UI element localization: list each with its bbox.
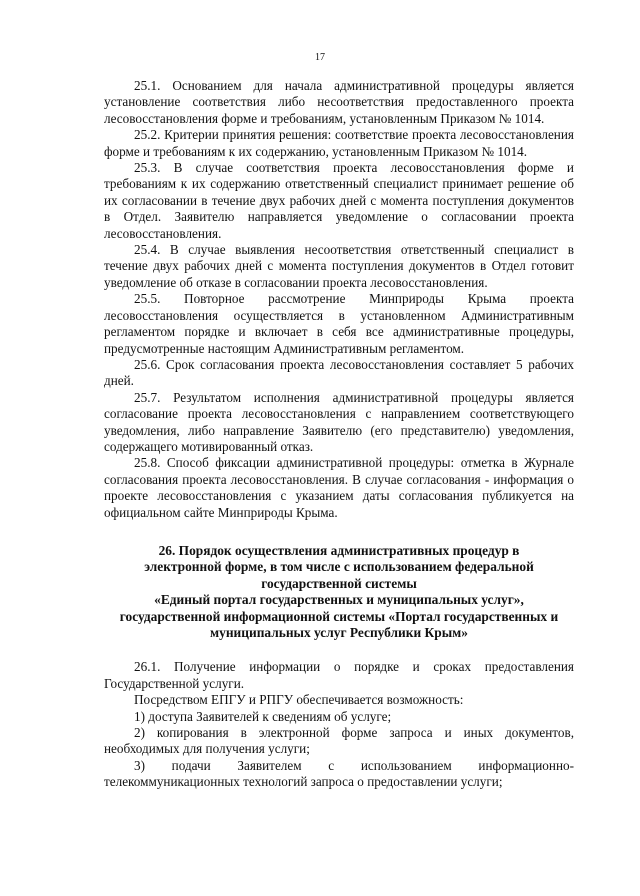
paragraph-26-intro: Посредством ЕПГУ и РПГУ обеспечивается возможность: xyxy=(134,692,464,708)
document-body xyxy=(104,78,574,791)
paragraph-26-1: 26.1. Получение информации о порядке и сроках предоставления Государственной услуги. xyxy=(104,659,574,691)
heading-line: государственной информационной системы «Портал государственных и xyxy=(119,608,559,624)
page-number: 17 xyxy=(315,52,325,63)
heading-line: «Единый портал государственных и муниципальных услуг», xyxy=(154,592,524,608)
paragraph-25-3: 25.3. В случае соответствия проекта лесовосстановления форме и требованиям к их содержанию ответственный специалист принимает решение об их согласовании в течение двух рабочих дней с момента поступления документов в Отдел. Заявителю направляется уведомление о согласовании проекта лесовосстановления. xyxy=(104,160,574,241)
heading-line: муниципальных услуг Республики Крым» xyxy=(210,625,468,640)
paragraph-25-5: 25.5. Повторное рассмотрение Минприроды Крыма проекта лесовосстановления осуществляется в установленном Административным регламентом порядке и включает в себя все административные процедуры, предусмотренные настоящим Административным регламентом. xyxy=(104,291,574,356)
heading-line: 26. Порядок осуществления административных процедур в xyxy=(158,542,520,558)
paragraph-25-4: 25.4. В случае выявления несоответствия ответственный специалист в течение двух рабочих дней с момента поступления документов в Отдел готовит уведомление об отказе в согласовании проекта лесовосстановления. xyxy=(104,242,574,290)
paragraph-25-7: 25.7. Результатом исполнения административной процедуры является согласование проекта лесовосстановления с направлением соответствующего уведомления, либо направление Заявителю (его представителю) уведомления, содержащего мотивированный отказ. xyxy=(104,389,574,454)
heading-line: государственной системы xyxy=(261,575,417,591)
paragraph-25-1: 25.1. Основанием для начала административной процедуры является установление соответствия либо несоответствия предоставленного проекта лесовосстановления форме и требованиям, установленным Приказом № 1014. xyxy=(104,78,574,126)
paragraph-25-6: 25.6. Срок согласования проекта лесовосстановления составляет 5 рабочих дней. xyxy=(104,356,574,389)
section-26-heading xyxy=(104,543,574,641)
list-item-1: 1) доступа Заявителей к сведениям об услуге; xyxy=(134,708,392,724)
list-item-2: 2) копирования в электронной форме запроса и иных документов, необходимых для получения услуги; xyxy=(104,725,574,757)
paragraph-25-8: 25.8. Способ фиксации административной процедуры: отметка в Журнале согласования проекта лесовосстановления. В случае согласования - информация о проекте лесовосстановления с указанием даты согласования публикуется на официальном сайте Минприроды Крыма. xyxy=(104,455,574,520)
paragraph-25-2: 25.2. Критерии принятия решения: соответствие проекта лесовосстановления форме и требованиям к их содержанию, установленным Приказом № 1014. xyxy=(104,127,574,159)
heading-line: электронной форме, в том числе с использованием федеральной xyxy=(144,559,534,575)
list-item-3: 3) подачи Заявителем с использованием информационно-телекоммуникационных технологий запроса о предоставлении услуги; xyxy=(104,757,574,790)
